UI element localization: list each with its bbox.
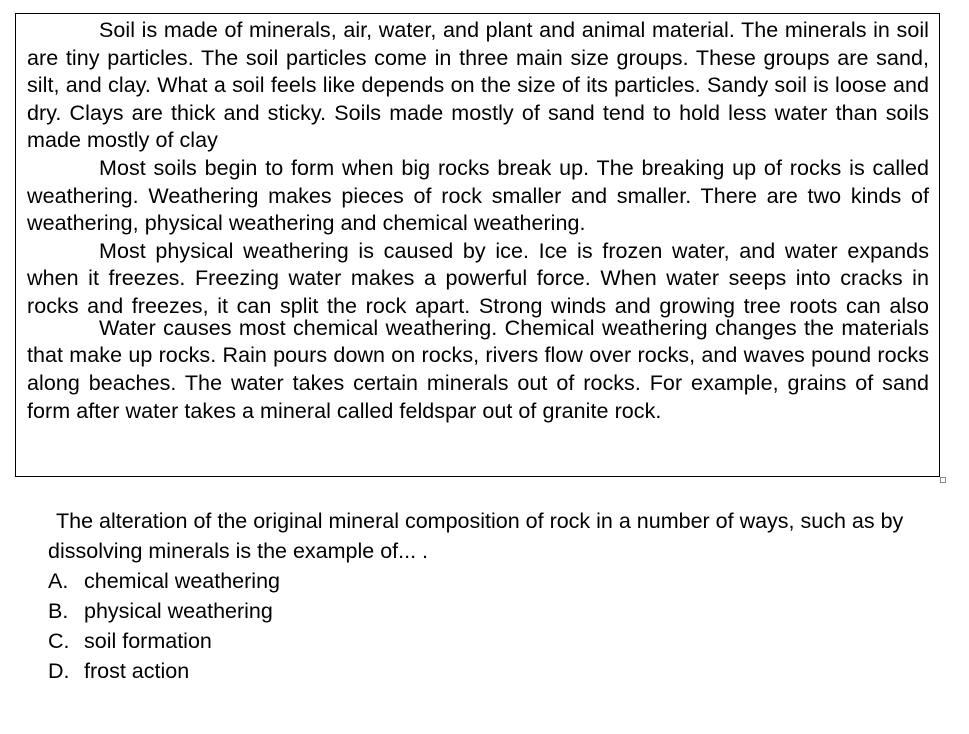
reading-passage-content bbox=[27, 17, 929, 425]
answer-options bbox=[48, 566, 948, 686]
answer-option-d[interactable] bbox=[48, 656, 948, 686]
option-text: chemical weathering bbox=[84, 569, 280, 593]
option-letter: C. bbox=[48, 629, 70, 653]
question-stem: The alteration of the original mineral composition of rock in a number of ways, such as by dissolving minerals is the example of... . bbox=[48, 509, 904, 563]
option-text: soil formation bbox=[84, 629, 212, 653]
option-letter: A. bbox=[48, 569, 69, 593]
option-letter: B. bbox=[48, 599, 69, 623]
passage-paragraph-4: Water causes most chemical weathering. Chemical weathering changes the materials that make up rocks. Rain pours down on rocks, rivers flow over rocks, and waves pound rocks along beaches. The water takes certain minerals out of rocks. For example, grains of sand form after water takes a mineral called feldspar out of granite rock. bbox=[27, 315, 929, 423]
passage-paragraph-3: Most physical weathering is caused by ice. Ice is frozen water, and water expands when it freezes. Freezing water makes a powerful force. When water seeps into cracks in rocks and freezes, it can split the rock apart. Strong winds and growing tree roots can also bbox=[27, 238, 929, 318]
passage-paragraph-2: Most soils begin to form when big rocks break up. The breaking up of rocks is called weathering. Weathering makes pieces of rock smaller and smaller. There are two kinds of weathering, physical weathering and chemical weathering. bbox=[27, 155, 929, 236]
option-letter: D. bbox=[48, 659, 70, 683]
reading-passage-textbox[interactable] bbox=[15, 13, 940, 477]
answer-option-a[interactable] bbox=[48, 566, 948, 596]
option-text: physical weathering bbox=[84, 599, 273, 623]
passage-paragraph-1: Soil is made of minerals, air, water, and plant and animal material. The minerals in soil are tiny particles. The soil particles come in three main size groups. These groups are sand, silt, and clay. What a soil feels like depends on the size of its particles. Sandy soil is loose and dry. Clays are thick and sticky. Soils made mostly of sand tend to hold less water than soils made mostly of clay bbox=[27, 18, 929, 153]
answer-option-c[interactable] bbox=[48, 626, 948, 656]
option-text: frost action bbox=[84, 659, 190, 683]
textbox-resize-handle[interactable] bbox=[940, 477, 946, 483]
answer-option-b[interactable] bbox=[48, 596, 948, 626]
question-block bbox=[48, 506, 948, 686]
